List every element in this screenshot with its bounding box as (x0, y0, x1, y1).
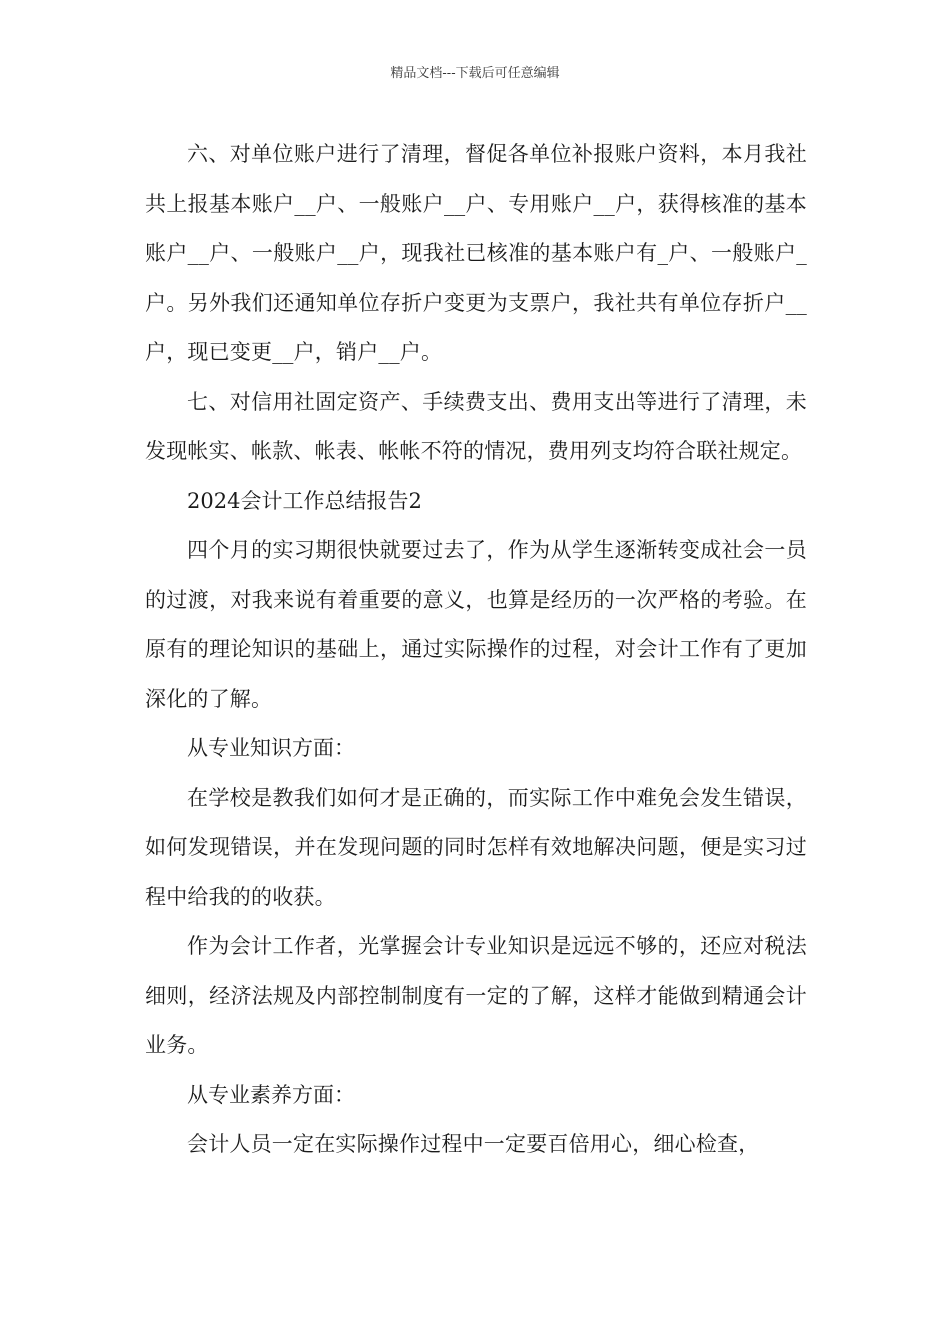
document-body (145, 130, 807, 1170)
page-header: 精品文档---下载后可任意编辑 (390, 66, 560, 81)
paragraph-accountant-knowledge: 作为会计工作者，光掌握会计专业知识是远远不够的，还应对税法细则，经济法规及内部控制制度有一定的了解，这样才能做到精通会计业务。 (145, 934, 807, 1057)
paragraph-section-6: 六、对单位账户进行了清理，督促各单位补报账户资料，本月我社共上报基本账户__户、一般账户__户、专用账户__户，获得核准的基本账户__户、一般账户__户，现我社已核准的基本账户有_户、一般账户_户。另外我们还通知单位存折户变更为支票户，我社共有单位存折户__户，现已变更__户，销户__户。 (145, 142, 807, 364)
paragraph-internship-intro: 四个月的实习期很快就要过去了，作为从学生逐渐转变成社会一员的过渡，对我来说有着重要的意义，也算是经历的一次严格的考验。在原有的理论知识的基础上，通过实际操作的过程，对会计工作有了更加深化的了解。 (145, 538, 807, 711)
paragraph-school-vs-work: 在学校是教我们如何才是正确的，而实际工作中难免会发生错误，如何发现错误，并在发现问题的同时怎样有效地解决问题，便是实习过程中给我的的收获。 (145, 785, 807, 909)
report-title: 2024会计工作总结报告2 (187, 488, 422, 513)
subheading-professional-quality: 从专业素养方面： (187, 1082, 355, 1107)
paragraph-careful-check: 会计人员一定在实际操作过程中一定要百倍用心，细心检查， (187, 1132, 760, 1156)
paragraph-section-7: 七、对信用社固定资产、手续费支出、费用支出等进行了清理，未发现帐实、帐款、帐表、帐帐不符的情况，费用列支均符合联社规定。 (145, 389, 807, 463)
subheading-professional-knowledge: 从专业知识方面： (187, 736, 355, 760)
